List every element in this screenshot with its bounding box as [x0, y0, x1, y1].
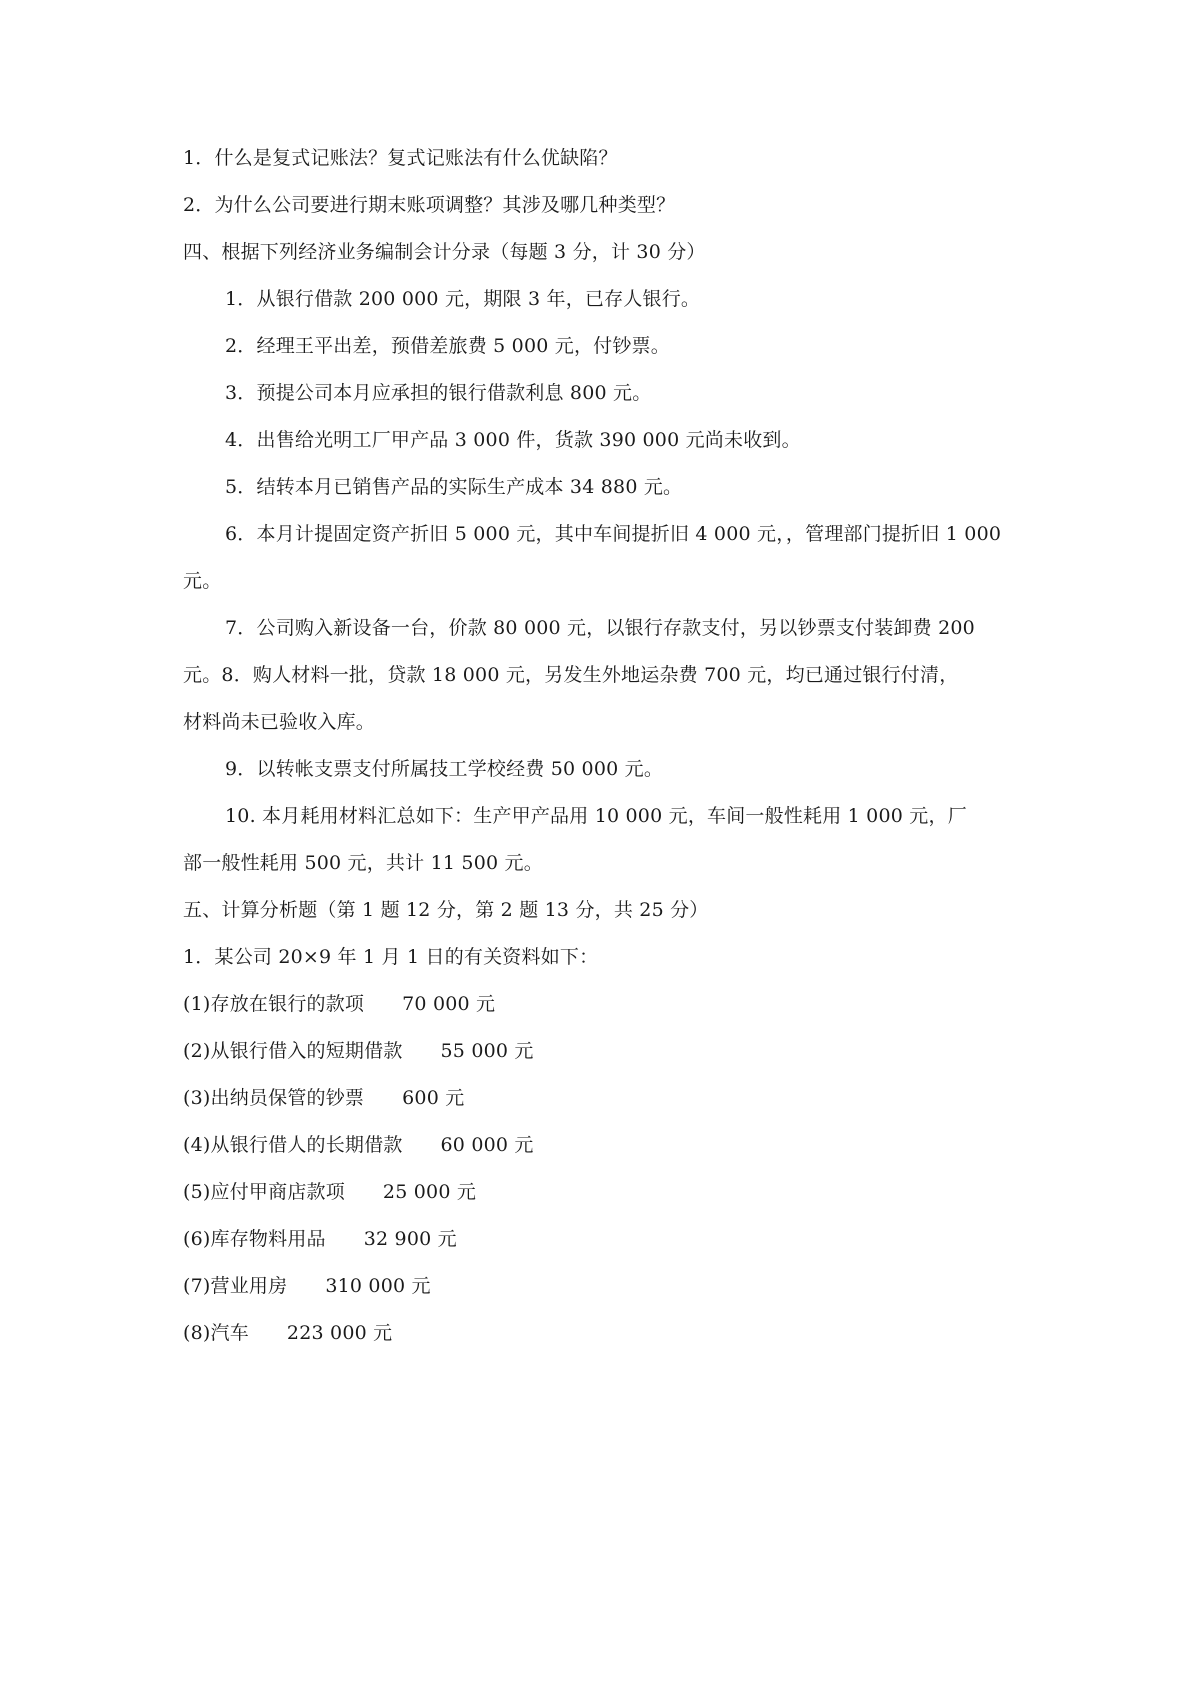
- data-item-amount: 32 900 元: [363, 1228, 457, 1250]
- data-item-amount: 600 元: [402, 1087, 465, 1109]
- data-item-label: (3)出纳员保管的钞票: [183, 1087, 365, 1109]
- data-item-amount: 70 000 元: [402, 993, 496, 1015]
- data-item-label: (8)汽车: [183, 1322, 249, 1344]
- data-item-label: (4)从银行借人的长期借款: [183, 1134, 403, 1156]
- section-4-heading: 四、根据下列经济业务编制会计分录（每题 3 分，计 30 分）: [183, 241, 706, 263]
- data-item-label: (5)应付甲商店款项: [183, 1181, 345, 1203]
- essay-question-2: 2．为什么公司要进行期末账项调整？其涉及哪几种类型？: [183, 194, 676, 216]
- section-4-item-10-cont: 部一般性耗用 500 元，共计 11 500 元。: [183, 852, 543, 874]
- data-item: [183, 1086, 464, 1110]
- section-4-item-6: 6．本月计提固定资产折旧 5 000 元，其中车间提折旧 4 000 元，，管理部门提折旧 1 000: [225, 523, 1002, 545]
- data-item: [183, 1274, 431, 1298]
- data-item: [183, 1180, 476, 1204]
- section-5-heading: 五、计算分析题（第 1 题 12 分，第 2 题 13 分，共 25 分）: [183, 899, 709, 921]
- data-item-label: (7)营业用房: [183, 1275, 288, 1297]
- section-4-item-8-cont: 材料尚未已验收入库。: [183, 711, 376, 733]
- data-item: [183, 1227, 457, 1251]
- section-4-item-6-cont: 元。: [183, 570, 222, 592]
- data-item-amount: 60 000 元: [440, 1134, 534, 1156]
- data-item-amount: 310 000 元: [325, 1275, 431, 1297]
- section-4-item-8: 元。8．购人材料一批，贷款 18 000 元，另发生外地运杂费 700 元，均已通过银行付清，: [183, 664, 959, 686]
- data-item-amount: 223 000 元: [286, 1322, 393, 1344]
- section-4-item-7: 7．公司购入新设备一台，价款 80 000 元，以银行存款支付，另以钞票支付装卸费 200: [225, 617, 975, 639]
- section-4-item-9: 9．以转帐支票支付所属技工学校经费 50 000 元。: [225, 758, 664, 780]
- data-item: [183, 1133, 534, 1157]
- data-item: [183, 1321, 392, 1345]
- data-item-label: (1)存放在银行的款项: [183, 993, 365, 1015]
- section-5-intro: 1．某公司 20×9 年 1 月 1 日的有关资料如下：: [183, 946, 599, 968]
- section-4-item-1: 1．从银行借款 200 000 元，期限 3 年，已存人银行。: [225, 288, 701, 310]
- data-item: [183, 1039, 534, 1063]
- section-4-item-3: 3．预提公司本月应承担的银行借款利息 800 元。: [225, 382, 652, 404]
- data-item: [183, 992, 495, 1016]
- data-item-label: (2)从银行借入的短期借款: [183, 1040, 403, 1062]
- data-item-amount: 25 000 元: [382, 1181, 477, 1203]
- data-item-label: (6)库存物料用品: [183, 1228, 326, 1250]
- data-item-amount: 55 000 元: [440, 1040, 534, 1062]
- section-4-item-2: 2．经理王平出差，预借差旅费 5 000 元，付钞票。: [225, 335, 670, 357]
- section-4-item-5: 5．结转本月已销售产品的实际生产成本 34 880 元。: [225, 476, 683, 498]
- essay-question-1: 1．什么是复式记账法？复式记账法有什么优缺陷？: [183, 147, 618, 169]
- section-4-item-4: 4．出售给光明工厂甲产品 3 000 件，货款 390 000 元尚未收到。: [225, 429, 801, 451]
- section-4-item-10: 10. 本月耗用材料汇总如下：生产甲产品用 10 000 元，车间一般性耗用 1 000 元，厂: [225, 805, 967, 827]
